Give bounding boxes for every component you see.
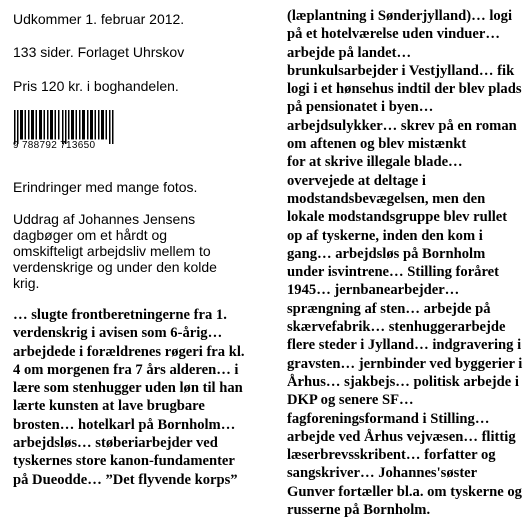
description-line: dagbøger om et hårdt og — [13, 227, 168, 243]
excerpt-line: flere steder i Jylland… indgravering i — [287, 337, 522, 354]
subtitle: Erindringer med mange fotos. — [13, 179, 198, 195]
excerpt-line: op af tyskerne, inden den kom i — [287, 227, 483, 244]
excerpt-line: 4 om morgenen fra 7 års alderen… i — [13, 361, 239, 378]
excerpt-line: om aftenen og blev mistænkt — [287, 136, 467, 153]
description — [13, 211, 265, 291]
excerpt-line: på Dueodde… ”Det flyvende korps” — [13, 471, 238, 488]
excerpt-left — [13, 306, 265, 489]
excerpt-line: på pensionatet i byen… — [287, 99, 434, 116]
excerpt-line: på et hotelværelse uden vinduer… — [287, 26, 500, 43]
price: Pris 120 kr. i boghandelen. — [13, 78, 179, 94]
excerpt-line: arbejde på landet… — [287, 44, 412, 61]
excerpt-line: (læplantning i Sønderjylland)… logi — [287, 8, 513, 24]
excerpt-line: 1945… jernbanearbejder… — [287, 282, 460, 299]
excerpt-line: verdenskrig i avisen som 6-årig… — [13, 325, 223, 342]
pages-and-publisher: 133 sider. Forlaget Uhrskov — [13, 44, 185, 60]
barcode-icon — [14, 110, 116, 144]
excerpt-line: russerne på Bornholm. — [287, 502, 431, 519]
excerpt-line: lære som stenhugger uden løn til han — [13, 380, 243, 397]
description-line: Uddrag af Johannes Jensens — [13, 211, 196, 227]
excerpt-line: arbejdsulykker… skrev på en roman — [287, 117, 517, 134]
excerpt-line: DKP og senere SF… — [287, 392, 414, 409]
excerpt-line: sprængning af sten… arbejde på — [287, 300, 491, 317]
excerpt-right — [287, 7, 522, 519]
excerpt-line: Århus… sjakbejs… politisk arbejde i — [287, 373, 519, 390]
excerpt-line: brunkulsarbejder i Vestjylland… fik — [287, 62, 515, 79]
excerpt-line: lærte kunsten at lave brugbare — [13, 398, 205, 415]
description-line: krig. — [13, 275, 40, 291]
excerpt-line: under isvintrene… Stilling foråret — [287, 264, 500, 281]
excerpt-line: lokale modstandsgruppe blev rullet — [287, 209, 508, 226]
excerpt-line: brosten… hotelkarl på Bornholm… — [13, 416, 236, 433]
excerpt-line: gravsten… jernbinder ved byggerier i — [287, 355, 523, 372]
barcode-number: 9 788792 713650 — [13, 140, 96, 151]
description-line: omskifteligt arbejdsliv mellem to — [13, 243, 211, 259]
excerpt-line: Gunver fortæller bl.a. om tyskerne og — [287, 483, 522, 500]
excerpt-line: for at skrive illegale blade… — [287, 154, 463, 171]
excerpt-line: … slugte frontberetningerne fra 1. — [13, 307, 227, 323]
excerpt-line: tyskernes store kanon-fundamenter — [13, 453, 235, 470]
excerpt-line: arbejdede i forældrenes røgeri fra kl. — [13, 343, 245, 360]
excerpt-line: fagforeningsformand i Stilling… — [287, 410, 490, 427]
excerpt-line: arbejde ved Århus vejvæsen… flittig — [287, 428, 516, 445]
publication-date: Udkommer 1. februar 2012. — [13, 11, 185, 27]
description-line: verdenskrige og under den kolde — [13, 259, 217, 275]
excerpt-line: modstandsbevægelsen, men den — [287, 190, 486, 207]
excerpt-line: sangskriver… Johannes'søster — [287, 465, 478, 482]
excerpt-line: skærvefabrik… stenhuggerarbejde — [287, 319, 506, 336]
excerpt-line: arbejdsløs… støberiarbejder ved — [13, 435, 218, 452]
excerpt-line: læserbrevsskribent… forfatter og — [287, 447, 496, 464]
excerpt-line: overvejede at deltage i — [287, 172, 426, 189]
excerpt-line: gang… arbejdsløs på Bornholm — [287, 245, 486, 262]
excerpt-line: logi i et hønsehus indtil der blev plads — [287, 81, 522, 98]
